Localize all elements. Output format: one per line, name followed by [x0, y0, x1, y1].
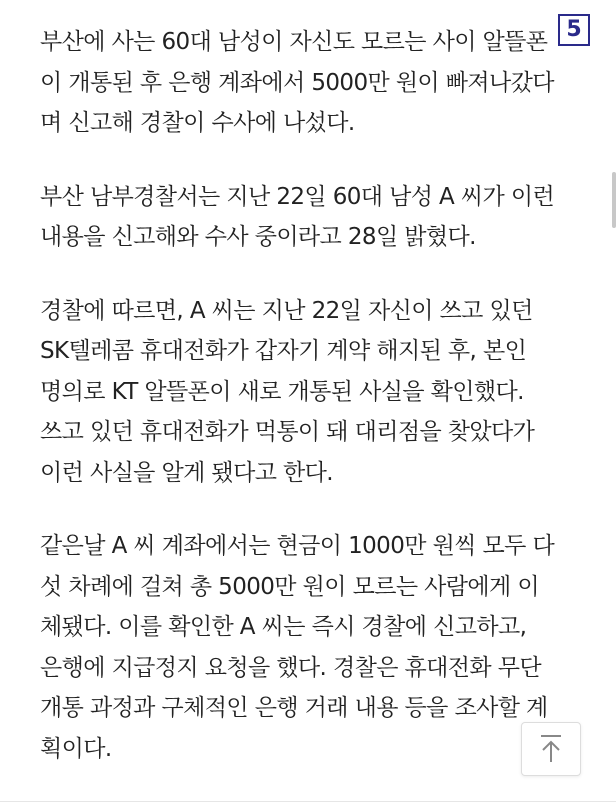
paragraph-line: 이 개통된 후 은행 계좌에서 5000만 원이 빠져나갔다: [40, 69, 554, 96]
paragraph-4: [40, 526, 585, 769]
arrow-up-icon: [538, 734, 564, 764]
paragraph-line: 며 신고해 경찰이 수사에 나섰다.: [40, 110, 355, 136]
paragraph-line: 같은날 A 씨 계좌에서는 현금이 1000만 원씩 모두 다: [40, 533, 555, 559]
paragraph-line: 은행에 지급정지 요청을 했다. 경찰은 휴대전화 무단: [40, 654, 541, 681]
paragraph-line: 개통 과정과 구체적인 은행 거래 내용 등을 조사할 계: [40, 695, 548, 721]
paragraph-line: SK텔레콤 휴대전화가 갑자기 계약 해지된 후, 본인: [40, 338, 527, 364]
article-body: [40, 22, 585, 802]
paragraph-line: 체됐다. 이를 확인한 A 씨는 즉시 경찰에 신고하고,: [40, 614, 527, 640]
divider: [0, 801, 616, 802]
paragraph-line: 섯 차례에 걸쳐 총 5000만 원이 모르는 사람에게 이: [40, 573, 539, 600]
paragraph-line: 부산 남부경찰서는 지난 22일 60대 남성 A 씨가 이런: [40, 183, 555, 210]
paragraph-line: 이런 사실을 알게 됐다고 한다.: [40, 459, 333, 486]
paragraph-line: 명의로 KT 알뜰폰이 새로 개통된 사실을 확인했다.: [40, 378, 524, 405]
paragraph-3: [40, 291, 585, 494]
paragraph-line: 획이다.: [40, 735, 112, 762]
paragraph-line: 내용을 신고해와 수사 중이라고 28일 밝혔다.: [40, 224, 476, 250]
paragraph-line: 경찰에 따르면, A 씨는 지난 22일 자신이 쓰고 있던: [40, 297, 533, 324]
paragraph-1: [40, 22, 585, 144]
scrollbar-thumb[interactable]: [612, 172, 616, 228]
paragraph-line: 쓰고 있던 휴대전화가 먹통이 돼 대리점을 찾았다가: [40, 419, 535, 445]
paragraph-line: 부산에 사는 60대 남성이 자신도 모르는 사이 알뜰폰: [40, 29, 548, 55]
scroll-to-top-button[interactable]: [521, 722, 581, 776]
page-number-badge: 5: [558, 14, 590, 46]
paragraph-2: [40, 177, 585, 258]
